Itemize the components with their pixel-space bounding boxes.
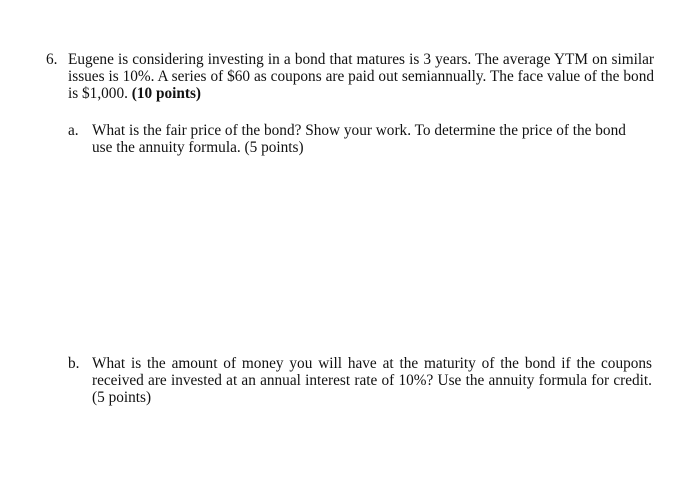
part-a-label: a. bbox=[68, 122, 79, 139]
question-6 bbox=[46, 52, 654, 102]
part-b bbox=[68, 356, 652, 406]
question-text-block bbox=[68, 52, 654, 102]
part-b-text: What is the amount of money you will have at the maturity of the bond if the coupons received are invested at an annual interest rate of 10%? Use the annuity formula for credit. (5 points) bbox=[92, 355, 652, 406]
part-b-label: b. bbox=[68, 355, 80, 372]
part-a bbox=[68, 123, 648, 157]
question-number: 6. bbox=[46, 51, 58, 68]
part-a-text: What is the fair price of the bond? Show your work. To determine the price of the bond use the annuity formula. (5 points) bbox=[92, 122, 626, 156]
question-text: Eugene is considering investing in a bond that matures is 3 years. The average YTM on similar issues is 10%. A series of $60 as coupons are paid out semiannually. The face value of the bond is $1,000. bbox=[68, 51, 654, 102]
question-points: (10 points) bbox=[131, 84, 202, 102]
